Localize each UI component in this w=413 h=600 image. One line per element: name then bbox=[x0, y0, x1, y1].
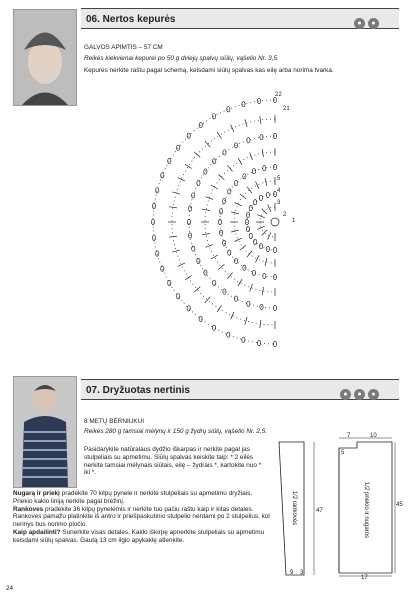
stitch-mark bbox=[238, 279, 242, 286]
stitch-mark bbox=[152, 204, 155, 209]
stitch-mark bbox=[213, 159, 216, 164]
stitch-mark bbox=[259, 195, 262, 200]
stitch-mark bbox=[212, 114, 215, 119]
section-07-title: 07. Dryžuotas nertinis bbox=[86, 385, 190, 396]
stitch-mark bbox=[192, 193, 195, 198]
stitch-mark bbox=[257, 215, 264, 218]
stitch-mark bbox=[235, 238, 242, 241]
page-number: 24 bbox=[6, 585, 14, 592]
stitch-mark bbox=[211, 255, 218, 259]
stitch-mark bbox=[265, 258, 267, 266]
stitch-mark bbox=[185, 164, 192, 168]
stitch-mark bbox=[187, 133, 190, 138]
stitch-mark bbox=[273, 247, 276, 252]
stitch-mark bbox=[178, 263, 185, 266]
finishing-text: Sunerkite visas detales. Kaklo iškirpę apnerkite stulpeliais su apmetimu keisdami siūlų spalvas. Gautą 13 cm ilgio apykaklę atlenkite. bbox=[13, 528, 265, 544]
stitch-mark bbox=[235, 203, 242, 206]
difficulty-icon: ● bbox=[368, 18, 379, 29]
stitch-mark bbox=[258, 98, 261, 103]
stitch-mark bbox=[168, 158, 171, 163]
hat-instructions: Kepures nerkite raštu pagal schemą, keisdami siūlų spalvas kas eilę arba norima tvarka. bbox=[84, 67, 334, 74]
sleeve-label: 1/2 rankovės bbox=[291, 490, 297, 526]
stitch-mark bbox=[177, 145, 180, 150]
stitch-mark bbox=[246, 227, 249, 232]
stitch-mark bbox=[252, 270, 255, 275]
stitch-mark bbox=[256, 255, 259, 262]
finishing-paragraph bbox=[13, 529, 271, 545]
stitch-mark bbox=[161, 266, 164, 271]
sweater-materials: Reikės 280 g tamsiai mėlynų ir 150 g žydrų siūlų, vąšelio Nr. 2,5. bbox=[84, 428, 268, 435]
sweater-instructions bbox=[13, 490, 271, 545]
difficulty-icons bbox=[351, 12, 379, 30]
stitch-mark bbox=[202, 209, 210, 210]
stitch-mark bbox=[168, 280, 171, 285]
finishing-heading: Kaip apdailinti? bbox=[13, 528, 61, 536]
stitch-mark bbox=[242, 102, 245, 107]
stitch-mark bbox=[262, 209, 268, 215]
stitch-mark bbox=[223, 240, 226, 245]
row-label: 2 bbox=[283, 212, 287, 218]
stitch-mark bbox=[231, 212, 239, 214]
stitch-mark bbox=[199, 123, 202, 128]
stitch-mark bbox=[227, 332, 230, 337]
stitch-mark bbox=[227, 107, 230, 112]
stitch-mark bbox=[223, 289, 226, 294]
sleeves-paragraph bbox=[13, 506, 271, 529]
difficulty-icons bbox=[337, 383, 379, 401]
sweater-model-photo bbox=[13, 376, 77, 488]
sleeve-bottom-b: 3 bbox=[300, 570, 304, 576]
stitch-mark bbox=[263, 166, 266, 171]
front-back-heading: Nugarą ir priekį bbox=[13, 490, 60, 497]
sweater-model-image bbox=[14, 377, 76, 487]
stitch-mark bbox=[194, 287, 200, 292]
section-06-header bbox=[81, 8, 399, 29]
stitch-mark bbox=[249, 205, 252, 210]
stitch-mark bbox=[197, 258, 200, 263]
stitch-mark bbox=[223, 150, 226, 155]
difficulty-icon: ● bbox=[368, 389, 379, 400]
stitch-mark bbox=[247, 138, 250, 143]
stitch-mark bbox=[235, 258, 238, 263]
difficulty-icon: ● bbox=[354, 18, 365, 29]
stitch-mark bbox=[213, 280, 216, 285]
stitch-mark bbox=[262, 287, 263, 295]
stitch-mark bbox=[202, 234, 210, 235]
sleeves-heading: Rankoves bbox=[13, 505, 44, 513]
stitch-mark bbox=[220, 230, 223, 235]
row-label: 1 bbox=[292, 218, 296, 224]
row-label: 3 bbox=[277, 200, 281, 206]
stitch-mark bbox=[205, 141, 210, 147]
sleeve-length: 47 bbox=[316, 508, 323, 514]
stitch-mark bbox=[152, 235, 155, 240]
stitch-mark bbox=[259, 244, 262, 249]
row-label: 5 bbox=[277, 176, 281, 182]
difficulty-icon: ● bbox=[354, 389, 365, 400]
row-label: 21 bbox=[283, 106, 290, 112]
difficulty-icon: ● bbox=[340, 389, 351, 400]
body-height: 45 bbox=[396, 502, 403, 508]
sleeves-text: pradėkite 36 kilpų pynelėmis ir nerkite tuo pačiu raštu kaip ir kitas detales. Rankoves pamažu platinkite iš antro ir priešpaskutinio stulpelio nerdami po 2 stulpelius, kol nerinys bus norimo pločio. bbox=[13, 505, 270, 529]
section-07-header bbox=[81, 379, 399, 400]
hat-model-photo bbox=[13, 9, 77, 106]
stitch-mark bbox=[172, 250, 180, 252]
sweater-age: 8 METŲ BERNIUKUI bbox=[84, 418, 145, 425]
section-06-title: 06. Nertos kepurės bbox=[86, 14, 176, 25]
stitch-mark bbox=[231, 312, 234, 319]
body-schematic bbox=[335, 432, 401, 580]
row-label: 4 bbox=[277, 188, 281, 194]
body-top-a: 7 bbox=[347, 433, 351, 439]
stitch-mark bbox=[245, 219, 248, 224]
stitch-mark bbox=[218, 264, 224, 269]
stitch-mark bbox=[169, 207, 177, 208]
sleeve-schematic bbox=[276, 430, 326, 580]
hat-crochet-chart bbox=[100, 82, 310, 372]
stitch-mark bbox=[252, 169, 255, 174]
stitch-mark bbox=[156, 188, 159, 193]
stitch-mark bbox=[177, 294, 180, 299]
stitch-mark bbox=[192, 246, 195, 251]
stitch-mark bbox=[212, 325, 215, 330]
stitch-mark bbox=[260, 116, 261, 124]
stitch-mark bbox=[227, 273, 232, 279]
stitch-mark bbox=[187, 306, 190, 311]
body-label: 1/2 priekio ir nugaros bbox=[363, 481, 369, 539]
stitch-mark bbox=[205, 297, 210, 303]
stitch-mark bbox=[178, 178, 185, 181]
stitch-mark bbox=[156, 251, 159, 256]
sweater-instructions-intro: Pasidarykite natūralaus dydžio iškarpas ir nerkite pagal jas stulpeliais su apmetimu. Siūlų spalvas keiskite taip: * 2 eilės nerkite tamsiai mėlynais siūlais, eilę – žydrais *, kartokite nuo * iki *. bbox=[84, 446, 262, 477]
stitch-mark bbox=[205, 152, 275, 292]
stitch-mark bbox=[206, 245, 214, 248]
stitch-mark bbox=[220, 209, 223, 214]
stitch-mark bbox=[256, 182, 259, 189]
hat-materials: Reikės kiekvienai kepurei po 50 g dviejų spalvų siūlų, vąšelio Nr. 3,5. bbox=[84, 55, 279, 62]
body-bottom: 17 bbox=[361, 575, 368, 581]
stitch-mark bbox=[250, 284, 253, 292]
stitch-mark bbox=[234, 296, 237, 301]
stitch-mark bbox=[273, 341, 276, 346]
stitch-mark bbox=[254, 200, 257, 205]
front-back-paragraph bbox=[13, 490, 271, 506]
body-top-b: 10 bbox=[370, 433, 377, 439]
stitch-mark bbox=[247, 187, 252, 193]
stitch-mark bbox=[189, 206, 192, 211]
stitch-mark bbox=[228, 189, 231, 194]
stitch-mark bbox=[247, 301, 250, 306]
stitch-mark bbox=[240, 245, 246, 250]
hat-size: GALVOS APIMTIS – 57 CM bbox=[84, 44, 163, 51]
front-back-text: pradėkite 70 kilpų pynele ir nerkite stulpeliais su apmetimu dryžiais. Priekio kaklo liniją nerkite pagal brėžinį. bbox=[13, 490, 253, 505]
hat-model-image bbox=[14, 10, 76, 105]
stitch-mark bbox=[254, 239, 257, 244]
stitch-mark bbox=[217, 132, 221, 139]
stitch-mark bbox=[161, 173, 164, 178]
body-neck: 5 bbox=[341, 450, 345, 456]
stitch-mark bbox=[271, 218, 279, 226]
stitch-mark bbox=[235, 181, 238, 186]
sleeve-bottom-a: 9 bbox=[290, 570, 294, 576]
stitch-mark bbox=[211, 185, 218, 189]
stitch-mark bbox=[220, 167, 275, 277]
stitch-mark bbox=[151, 219, 154, 224]
row-label: 22 bbox=[275, 92, 282, 98]
stitch-mark bbox=[199, 316, 202, 321]
